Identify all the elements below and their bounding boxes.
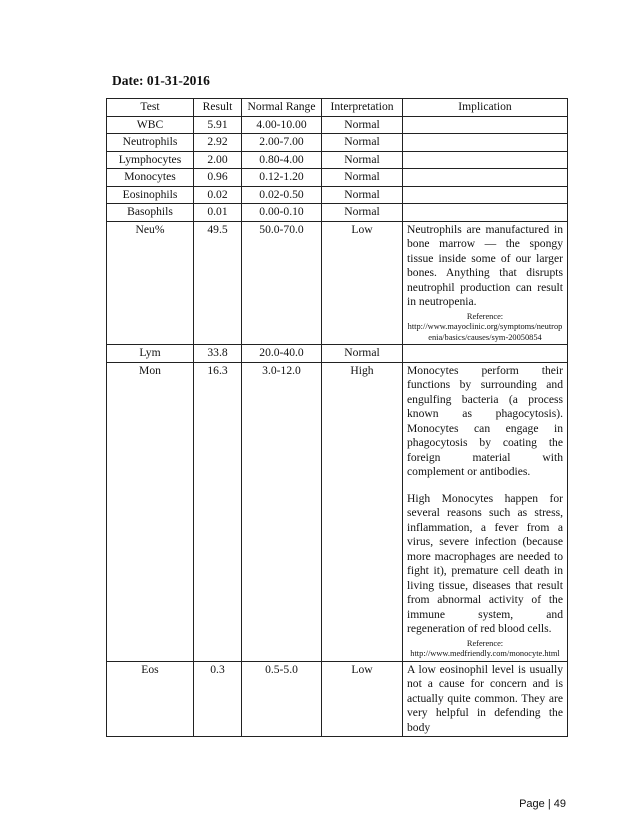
implication-paragraph: A low eosinophil level is usually not a cause for concern and is actually quite common. They are very helpful in defending the body [407,662,563,734]
header-test: Test [107,99,194,117]
table-row [107,169,568,187]
cell-result: 0.96 [194,169,242,187]
cell-test: Eosinophils [107,186,194,204]
table-body [107,116,568,737]
implication-paragraph: High Monocytes happen for several reasons such as stress, inflammation, a fever from a virus, severe infection (because more macrophages are needed to fight it), premature cell death in living tissue, diseases that result from abnormal activity of the immune system, and regeneration of red blood cells. [407,491,563,635]
reference-block [407,639,563,660]
table-header-row [107,99,568,117]
cell-test: Lymphocytes [107,151,194,169]
report-date: Date: 01-31-2016 [112,73,210,88]
table-row [107,221,568,345]
cell-implication [403,116,568,134]
cell-test: WBC [107,116,194,134]
table-row [107,116,568,134]
cell-result: 16.3 [194,362,242,661]
cell-result: 5.91 [194,116,242,134]
cell-normal-range: 0.80-4.00 [242,151,322,169]
reference-block [407,312,563,344]
table-row [107,345,568,363]
cell-interpretation: High [322,362,403,661]
table-row [107,661,568,737]
table-row [107,186,568,204]
cell-implication [403,221,568,345]
cell-test: Lym [107,345,194,363]
cell-result: 2.00 [194,151,242,169]
cell-interpretation: Low [322,661,403,737]
cell-interpretation: Normal [322,134,403,152]
reference-label: Reference: [466,638,504,648]
cell-test: Monocytes [107,169,194,187]
cell-interpretation: Low [322,221,403,345]
cell-implication [403,169,568,187]
cell-normal-range: 0.5-5.0 [242,661,322,737]
cell-result: 0.3 [194,661,242,737]
cell-test: Basophils [107,204,194,222]
table-row [107,204,568,222]
cell-interpretation: Normal [322,345,403,363]
implication-paragraph: Neutrophils are manufactured in bone marrow — the spongy tissue inside some of our larger bones. Anything that disrupts neutrophil production can result in neutropenia. [407,222,563,308]
cell-normal-range: 4.00-10.00 [242,116,322,134]
header-normal-range: Normal Range [242,99,322,117]
cell-interpretation: Normal [322,204,403,222]
reference-label: Reference: [466,311,504,321]
lab-results-table [106,98,568,737]
cell-implication [403,151,568,169]
page-number: Page | 49 [519,798,566,810]
header-result: Result [194,99,242,117]
table-row [107,151,568,169]
cell-test: Mon [107,362,194,661]
cell-normal-range: 0.12-1.20 [242,169,322,187]
implication-paragraph: Monocytes perform their functions by surrounding and engulfing bacteria (a process known as phagocytosis). Monocytes can engage in phagocytosis by coating the foreign material with complement or antibodies. [407,363,563,478]
header-interpretation: Interpretation [322,99,403,117]
table-row [107,362,568,661]
cell-result: 0.02 [194,186,242,204]
cell-result: 0.01 [194,204,242,222]
cell-normal-range: 50.0-70.0 [242,221,322,345]
cell-interpretation: Normal [322,116,403,134]
cell-interpretation: Normal [322,169,403,187]
cell-normal-range: 0.02-0.50 [242,186,322,204]
cell-implication [403,345,568,363]
cell-implication [403,661,568,737]
cell-normal-range: 0.00-0.10 [242,204,322,222]
cell-normal-range: 2.00-7.00 [242,134,322,152]
header-implication: Implication [403,99,568,117]
cell-result: 2.92 [194,134,242,152]
cell-result: 33.8 [194,345,242,363]
cell-test: Neu% [107,221,194,345]
cell-normal-range: 3.0-12.0 [242,362,322,661]
cell-result: 49.5 [194,221,242,345]
reference-url: http://www.medfriendly.com/monocyte.html [410,649,560,658]
cell-interpretation: Normal [322,151,403,169]
cell-interpretation: Normal [322,186,403,204]
cell-implication [403,204,568,222]
cell-implication [403,186,568,204]
table-row [107,134,568,152]
reference-url: http://www.mayoclinic.org/symptoms/neutropenia/basics/causes/sym-20050854 [407,322,563,342]
cell-implication [403,362,568,661]
cell-test: Eos [107,661,194,737]
cell-implication [403,134,568,152]
cell-normal-range: 20.0-40.0 [242,345,322,363]
cell-test: Neutrophils [107,134,194,152]
